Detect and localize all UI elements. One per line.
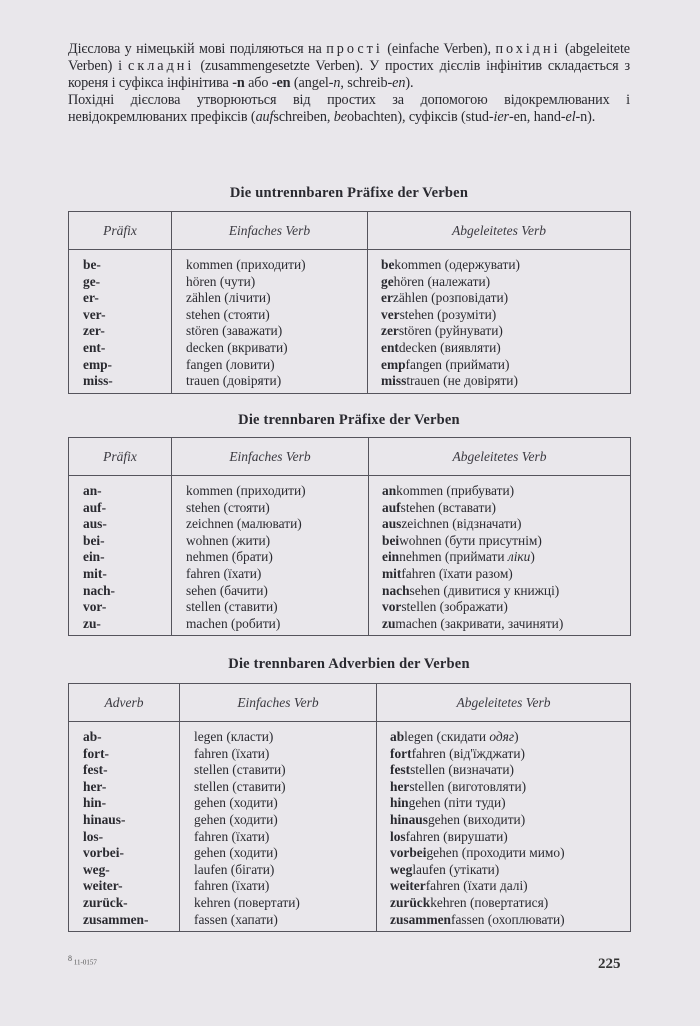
prefix-column (69, 250, 172, 394)
derived-verb-prefix: los (390, 828, 406, 844)
derived-verb-rest: zeichnen (відзначати) (401, 516, 522, 532)
simple-verb-cell: stellen (ставити) (194, 762, 286, 778)
derived-verb-cell (377, 895, 630, 912)
derived-verb-rest: wohnen (бути присутнім) (399, 532, 542, 548)
derived-verb-cell (377, 912, 630, 929)
simple-verb-cell: stellen (ставити) (186, 599, 278, 615)
simple-verb-cell: fahren (їхати) (186, 565, 262, 581)
derived-verb-cell (377, 795, 630, 812)
simple-verb-cell: zeichnen (малювати) (186, 516, 302, 532)
derived-verb-prefix: ge (381, 273, 394, 289)
simple-verb-cell: fahren (їхати) (194, 828, 270, 844)
derived-verb-cell (369, 533, 630, 550)
simple-verb-cell: fangen (ловити) (186, 356, 275, 372)
derived-verb-italic-note: одяг (489, 729, 515, 744)
derived-verb-rest: kommen (прибувати) (396, 483, 515, 498)
derived-verb-rest: gehen (піти туди) (408, 795, 506, 811)
derived-verb-cell (377, 762, 630, 779)
simple-verb-column (172, 250, 368, 394)
simple-verb-cell: fahren (їхати) (194, 745, 270, 761)
derived-verb-prefix: ent (381, 339, 399, 355)
derived-verb-rest: stellen (визначати) (410, 762, 514, 778)
derived-verb-rest: zählen (розповідати) (392, 290, 509, 306)
prefix-cell: her- (83, 778, 107, 794)
derived-verb-cell (368, 323, 630, 340)
derived-verb-prefix: er (381, 290, 393, 306)
prefix-cell: ge- (83, 273, 101, 289)
term-simple: прості (326, 41, 383, 57)
page-number: 225 (598, 956, 621, 972)
section-title-trennbare-praefixe: Die trennbaren Präfixe der Verben (238, 412, 460, 428)
prefix-cell: mit- (83, 565, 107, 581)
prefix-cell: hin- (83, 795, 107, 811)
prefix-cell: ent- (83, 339, 106, 355)
derived-verb-rest: stellen (виготовляти) (409, 778, 527, 794)
derived-verb-rest: stören (руйнувати) (398, 323, 503, 339)
derived-verb-cell (377, 845, 630, 862)
derived-verb-prefix: auf (382, 499, 401, 515)
column-header-prefix: Präfix (69, 212, 172, 250)
simple-verb-cell: sehen (бачити) (186, 582, 268, 598)
prefix-cell: zer- (83, 323, 105, 339)
prefix-cell: miss- (83, 373, 113, 389)
derived-verb-prefix: nach (382, 582, 410, 598)
derived-verb-rest: stehen (розуміти) (399, 306, 497, 322)
intro-text (68, 41, 630, 126)
derived-verb-rest: stellen (зображати) (401, 599, 508, 615)
derived-verb-rest: decken (виявляти) (398, 339, 501, 355)
prefix-column (69, 476, 172, 636)
simple-verb-cell: legen (класти) (194, 729, 274, 744)
prefix-cell: zu- (83, 615, 101, 631)
simple-verb-cell: gehen (ходити) (194, 811, 278, 827)
table-body (69, 722, 631, 932)
section-title-untrennbare-praefixe: Die untrennbaren Präfixe der Verben (229, 185, 469, 201)
prefix-cell: weg- (83, 861, 110, 877)
prefix-cell: an- (83, 483, 102, 498)
prefix-cell: weiter- (83, 878, 123, 894)
derived-verb-rest: fahren (їхати разом) (401, 565, 513, 581)
simple-verb-cell: stehen (стояти) (186, 499, 270, 515)
prefix-cell: auf- (83, 499, 107, 515)
derived-verb-cell (368, 340, 630, 357)
simple-verb-cell: kommen (приходити) (186, 257, 306, 272)
simple-verb-cell: trauen (довіряти) (186, 373, 282, 389)
derived-verb-prefix: fort (390, 745, 412, 761)
derived-verb-rest: trauen (не довіряти) (406, 373, 518, 389)
derived-verb-prefix: emp (381, 356, 406, 372)
derived-verb-rest: sehen (дивитися у книжці) (409, 582, 560, 598)
derived-verb-cell (369, 599, 630, 616)
prefix-cell: zurück- (83, 894, 128, 910)
simple-verb-cell: nehmen (брати) (186, 549, 273, 565)
derived-verb-rest: fahren (від'їжджати) (411, 745, 525, 761)
derived-verb-prefix: vor (382, 599, 402, 615)
derived-verb-prefix: be (381, 257, 395, 272)
simple-verb-column (180, 722, 377, 932)
prefix-cell: ver- (83, 306, 106, 322)
derived-verb-cell (377, 746, 630, 763)
derived-verb-rest: gehen (виходити) (427, 811, 526, 827)
derived-verb-prefix: vorbei (390, 845, 427, 861)
derived-verb-cell (369, 483, 630, 500)
derived-verb-cell (369, 549, 630, 566)
derived-verb-rest: machen (закривати, зачиняти) (395, 615, 564, 631)
column-header-derived-verb: Abgeleitetes Verb (369, 438, 631, 476)
table-header-row (69, 438, 631, 476)
simple-verb-cell: machen (робити) (186, 615, 281, 631)
derived-verb-prefix: fest (390, 762, 411, 778)
prefix-cell: vorbei- (83, 845, 124, 861)
prefix-cell: fort- (83, 745, 110, 761)
column-header-derived-verb: Abgeleitetes Verb (368, 212, 631, 250)
term-derived: похідні (495, 41, 561, 57)
derived-verb-prefix: zurück (390, 894, 431, 910)
derived-verb-end: ) (530, 549, 535, 565)
column-header-derived-verb: Abgeleitetes Verb (377, 684, 631, 722)
prefix-cell: vor- (83, 599, 107, 615)
derived-verb-prefix: ver (381, 306, 400, 322)
prefix-cell: bei- (83, 532, 105, 548)
simple-verb-cell: gehen (ходити) (194, 795, 278, 811)
simple-verb-cell: gehen (ходити) (194, 845, 278, 861)
prefix-cell: nach- (83, 582, 115, 598)
table-trennbare-adverbien (68, 683, 631, 932)
derived-verb-prefix: zusammen (390, 911, 451, 927)
derived-verb-cell (377, 729, 630, 746)
prefix-cell: er- (83, 290, 99, 306)
derived-verb-cell (377, 878, 630, 895)
derived-verb-cell (368, 257, 630, 274)
derived-verb-prefix: her (390, 778, 410, 794)
prefix-cell: emp- (83, 356, 113, 372)
prefix-cell: ab- (83, 729, 102, 744)
derived-verb-rest: fangen (приймати) (405, 356, 510, 372)
derived-verb-prefix: zu (382, 615, 396, 631)
derived-verb-cell (368, 274, 630, 291)
simple-verb-cell: decken (вкривати) (186, 339, 288, 355)
derived-verb-rest: hören (належати) (393, 273, 491, 289)
derived-verb-rest: legen (скидати (404, 729, 490, 744)
column-header-simple-verb: Einfaches Verb (172, 438, 369, 476)
derived-verb-prefix: mit (382, 565, 402, 581)
table-header-row (69, 684, 631, 722)
derived-verb-cell (369, 616, 630, 633)
derived-verb-prefix: aus (382, 516, 402, 532)
derived-verb-italic-note: ліки (507, 549, 531, 565)
prefix-cell: aus- (83, 516, 107, 532)
derived-verb-prefix: ein (382, 549, 400, 565)
derived-verb-cell (368, 307, 630, 324)
table-body (69, 476, 631, 636)
column-header-simple-verb: Einfaches Verb (180, 684, 377, 722)
derived-verb-rest: kehren (повертатися) (430, 894, 549, 910)
printer-signature: $^8$ 11-0157 (68, 954, 97, 967)
adverb-column (69, 722, 180, 932)
derived-verb-column (377, 722, 631, 932)
simple-verb-cell: kehren (повертати) (194, 894, 300, 910)
simple-verb-cell: stehen (стояти) (186, 306, 270, 322)
prefix-cell: be- (83, 257, 101, 272)
simple-verb-cell: hören (чути) (186, 273, 256, 289)
derived-verb-end: ) (514, 729, 519, 744)
simple-verb-cell: stören (заважати) (186, 323, 283, 339)
prefix-cell: ein- (83, 549, 105, 565)
derived-verb-rest: fahren (їхати далі) (425, 878, 528, 894)
derived-verb-rest: gehen (проходити мимо) (426, 845, 565, 861)
prefix-cell: los- (83, 828, 104, 844)
derived-verb-prefix: weiter (390, 878, 426, 894)
simple-verb-cell: fassen (хапати) (194, 911, 278, 927)
derived-verb-prefix: an (382, 483, 397, 498)
derived-verb-column (369, 476, 631, 636)
derived-verb-prefix: zer (381, 323, 399, 339)
derived-verb-prefix: hinaus (390, 811, 428, 827)
simple-verb-cell: zählen (лічити) (186, 290, 271, 306)
derived-verb-cell (377, 779, 630, 796)
derived-verb-rest: nehmen (приймати (399, 549, 508, 565)
derived-verb-cell (368, 290, 630, 307)
simple-verb-column (172, 476, 369, 636)
derived-verb-cell (369, 566, 630, 583)
table-header-row (69, 212, 631, 250)
simple-verb-cell: wohnen (жити) (186, 532, 271, 548)
derived-verb-rest: fassen (охоплювати) (451, 911, 565, 927)
intro-paragraph-1: Дієслова у німецькій мові поділяються на прості (einfache Verben), похідні (abgeleitete Verben) і складні (zusammengesetzte Verben). У простих дієслів інфінітив складається з кореня і суфікса інфінітива -n або -en (angel-n, schreib-en). (68, 41, 630, 91)
derived-verb-cell (368, 373, 630, 390)
intro-paragraph-2: Похідні дієслова утворюються від простих за допомогою відокремлюваних і невідокремлюваних префіксів (aufschreiben, beobachten), суфіксів (stud-ier-en, hand-el-n). (68, 92, 630, 125)
prefix-cell: fest- (83, 762, 108, 778)
derived-verb-prefix: hin (390, 795, 409, 811)
column-header-simple-verb: Einfaches Verb (172, 212, 368, 250)
prefix-cell: zusammen- (83, 911, 149, 927)
simple-verb-cell: laufen (бігати) (194, 861, 275, 877)
derived-verb-cell (368, 357, 630, 374)
derived-verb-prefix: weg (390, 861, 413, 877)
simple-verb-cell: fahren (їхати) (194, 878, 270, 894)
simple-verb-cell: kommen (приходити) (186, 483, 306, 498)
table-body (69, 250, 631, 394)
derived-verb-prefix: bei (382, 532, 400, 548)
derived-verb-rest: kommen (одержувати) (394, 257, 521, 272)
derived-verb-cell (369, 500, 630, 517)
derived-verb-prefix: miss (381, 373, 407, 389)
section-title-trennbare-adverbien: Die trennbaren Adverbien der Verben (228, 656, 470, 672)
term-compound: складні (128, 58, 195, 74)
derived-verb-cell (369, 516, 630, 533)
derived-verb-rest: laufen (утікати) (412, 861, 500, 877)
simple-verb-cell: stellen (ставити) (194, 778, 286, 794)
derived-verb-cell (377, 812, 630, 829)
derived-verb-rest: fahren (вирушати) (405, 828, 508, 844)
table-untrennbare-praefixe (68, 211, 631, 394)
derived-verb-prefix: ab (390, 729, 405, 744)
derived-verb-column (368, 250, 631, 394)
derived-verb-cell (377, 862, 630, 879)
derived-verb-cell (369, 583, 630, 600)
column-header-prefix: Präfix (69, 438, 172, 476)
table-trennbare-praefixe (68, 437, 631, 636)
prefix-cell: hinaus- (83, 811, 126, 827)
column-header-adverb: Adverb (69, 684, 180, 722)
derived-verb-cell (377, 829, 630, 846)
derived-verb-rest: stehen (вставати) (400, 499, 496, 515)
